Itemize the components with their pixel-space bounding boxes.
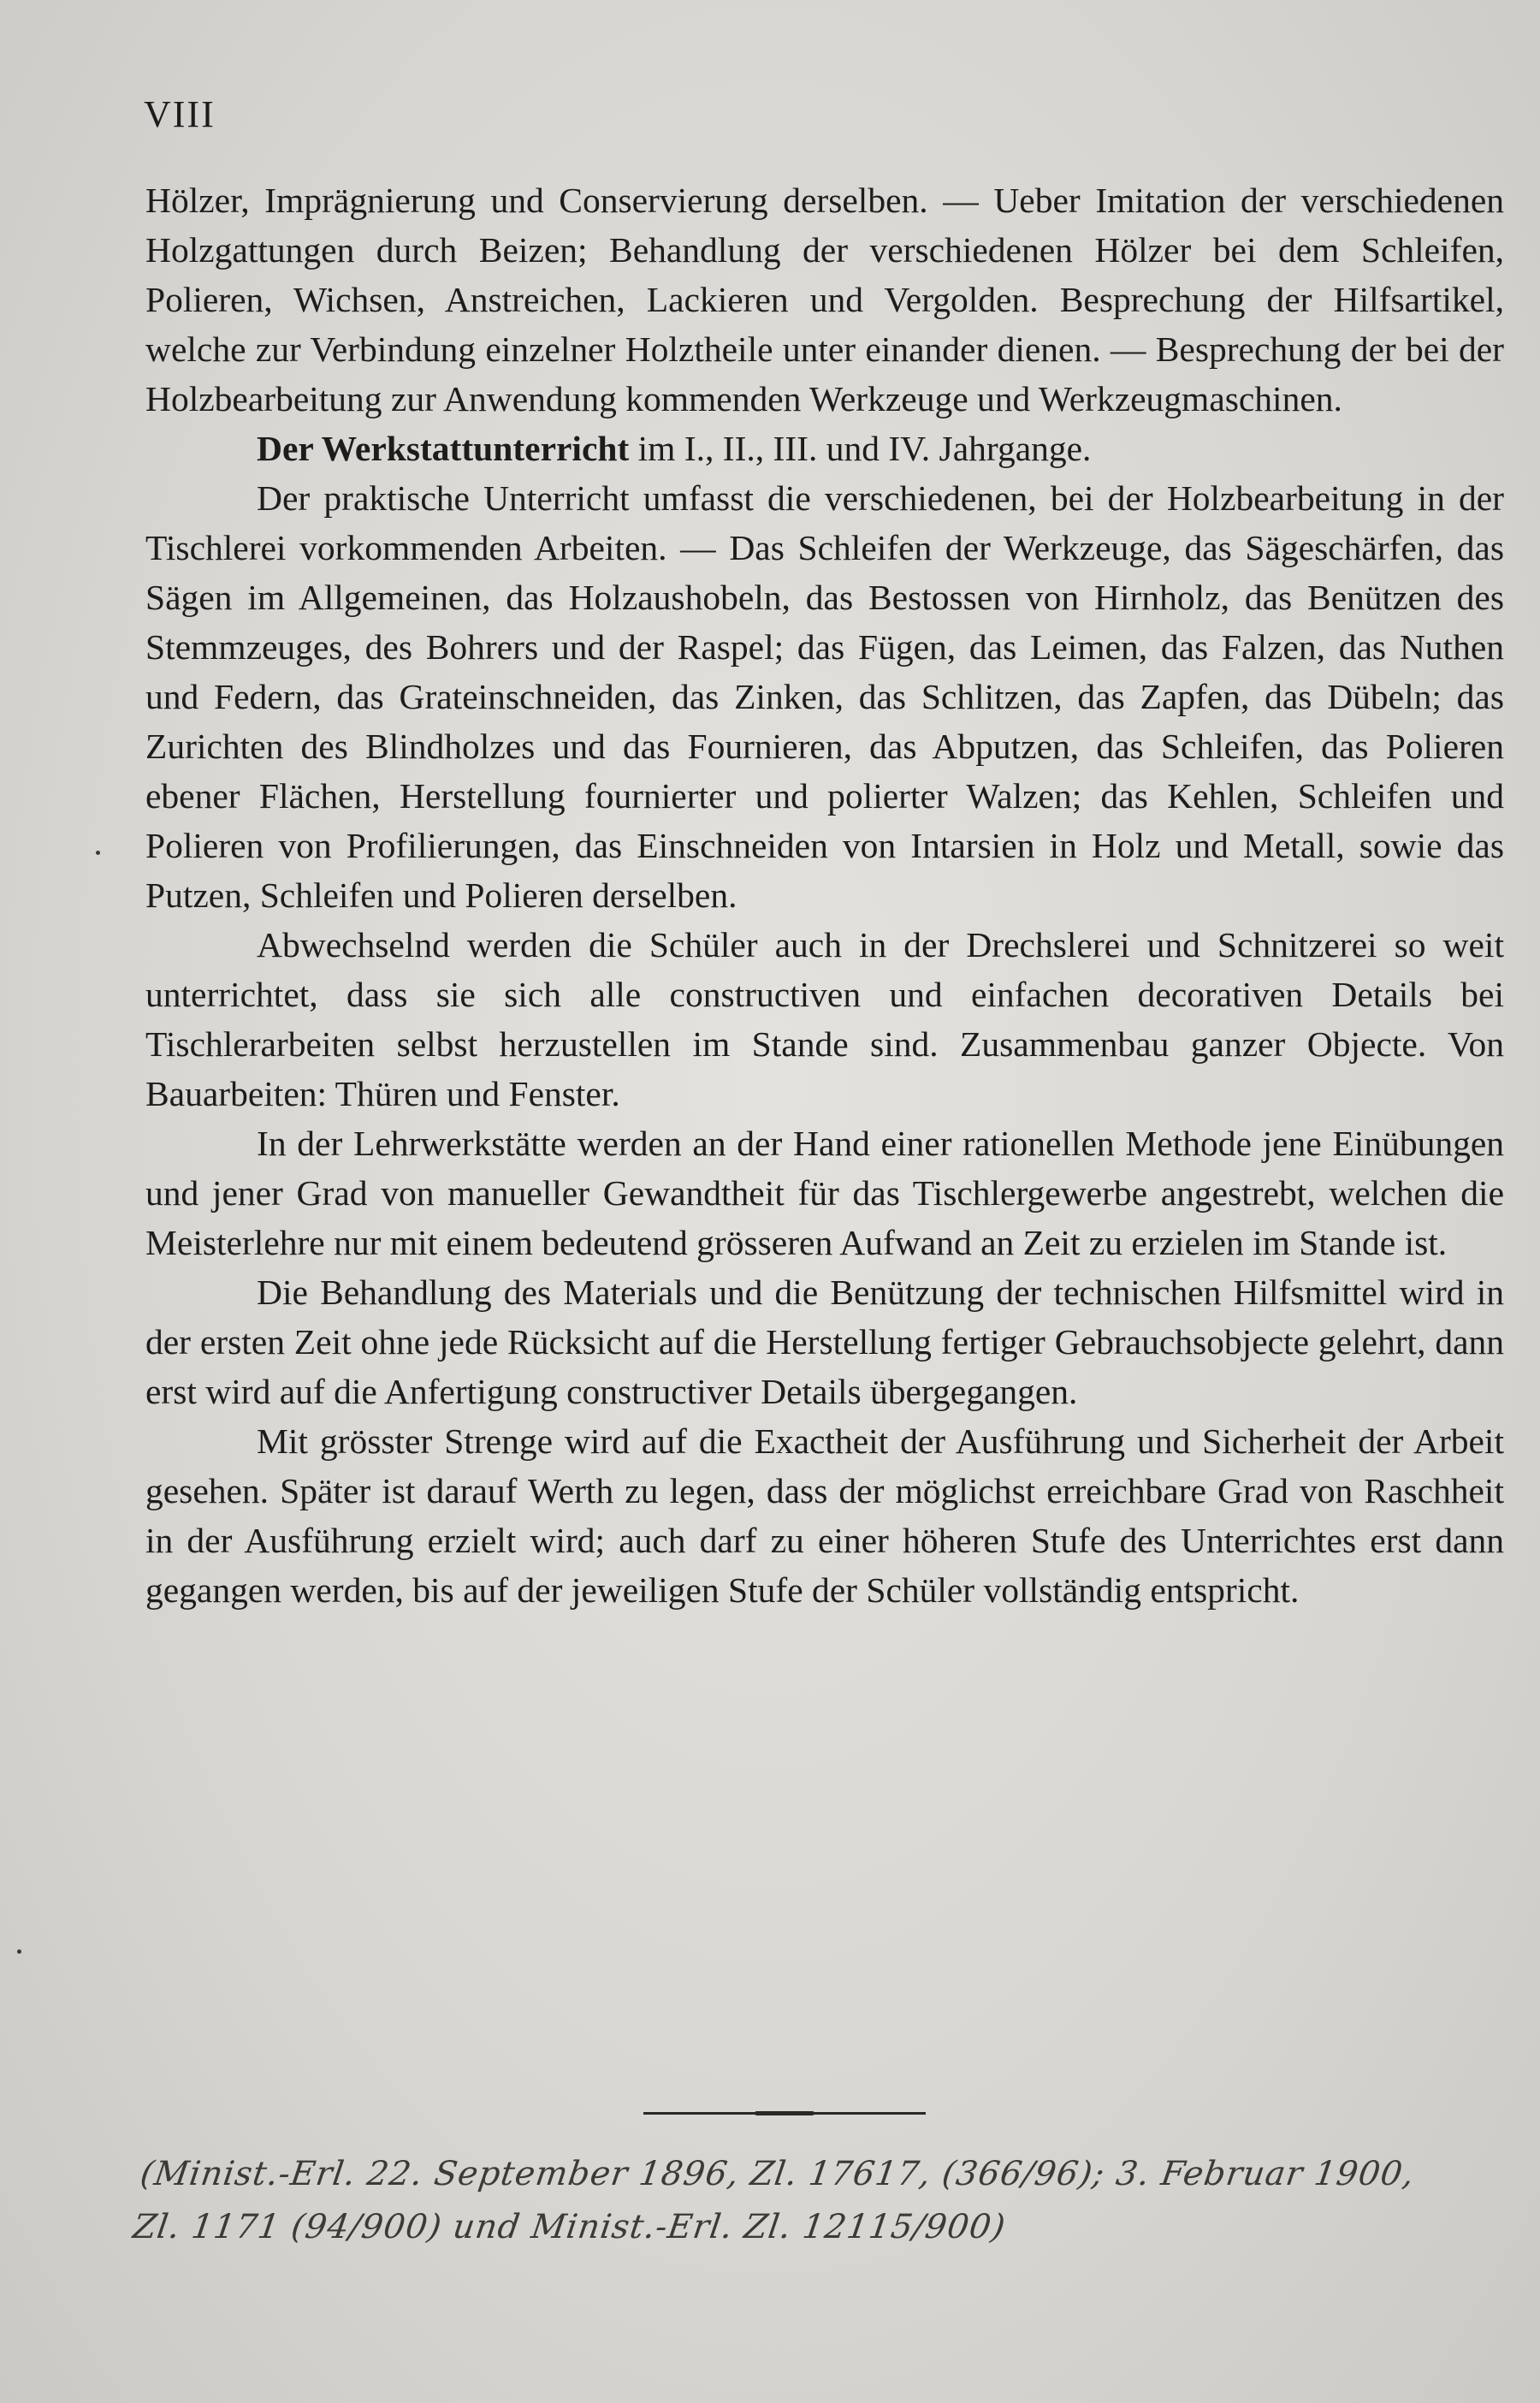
page-number: VIII bbox=[144, 93, 216, 135]
main-text bbox=[145, 175, 1504, 1615]
handwritten-line-1: (Minist.-Erl. 22. September 1896, Zl. 17617, (366/96); 3. Februar 1900, bbox=[138, 2155, 1418, 2193]
section-heading bbox=[145, 424, 1504, 473]
stray-mark bbox=[96, 851, 100, 855]
paragraph-practical-instruction: Der praktische Unterricht umfasst die verschiedenen, bei der Holzbearbeitung in der Tischlerei vorkommenden Arbeiten. — Das Schleifen der Werkzeuge, das Sägeschärfen, das Sägen im Allgemeinen, das Holzaushobeln, das Bestossen von Hirnholz, das Benützen des Stemmzeuges, des Bohrers und der Raspel; das Fügen, das Leimen, das Falzen, das Nuthen und Federn, das Grateinschneiden, das Zinken, das Schlitzen, das Zapfen, das Dübeln; das Zurichten des Blindholzes und das Fournieren, das Abputzen, das Schleifen, das Polieren ebener Flächen, Herstellung fournierter und polierter Walzen; das Kehlen, Schleifen und Polieren von Profilierungen, das Einschneiden von Intarsien in Holz und Metall, sowie das Putzen, Schleifen und Polieren derselben. bbox=[145, 478, 1504, 915]
section-heading-subtitle: im I., II., III. und IV. Jahrgange. bbox=[629, 429, 1092, 468]
paragraph-material-handling: Die Behandlung des Materials und die Benützung der technischen Hilfsmittel wird in der ersten Zeit ohne jede Rücksicht auf die Herstellung fertiger Gebrauchsobjecte gelehrt, dann erst wird auf die Anfertigung constructiver Details übergegangen. bbox=[145, 1273, 1504, 1411]
stray-mark bbox=[17, 1949, 21, 1954]
section-divider bbox=[643, 2112, 926, 2115]
paragraph-exactness: Mit grösster Strenge wird auf die Exactheit der Ausführung und Sicherheit der Arbeit gesehen. Später ist darauf Werth zu legen, dass der möglichst erreichbare Grad von Raschheit in der Ausführung erzielt wird; auch darf zu einer höheren Stufe des Unterrichtes erst dann gegangen werden, bis auf der jeweiligen Stufe der Schüler vollständig entspricht. bbox=[145, 1421, 1504, 1610]
handwritten-annotation bbox=[129, 2148, 1521, 2254]
section-heading-title: Der Werkstattunterricht bbox=[257, 429, 630, 468]
paragraph-teaching-workshop: In der Lehrwerkstätte werden an der Hand einer rationellen Methode jene Einübungen und jener Grad von manueller Gewandtheit für das Tischlergewerbe angestrebt, welchen die Meisterlehre nur mit einem bedeutend grösseren Aufwand an Zeit zu erzielen im Stande ist. bbox=[145, 1124, 1504, 1262]
paragraph-turnery-carving: Abwechselnd werden die Schüler auch in der Drechslerei und Schnitzerei so weit unterrichtet, dass sie sich alle constructiven und einfachen decorativen Details bei Tischlerarbeiten selbst herzustellen im Stande sind. Zusammenbau ganzer Objecte. Von Bauarbeiten: Thüren und Fenster. bbox=[145, 925, 1504, 1113]
intro-paragraph: Hölzer, Imprägnierung und Conservierung derselben. — Ueber Imitation der verschiedenen Holzgattungen durch Beizen; Behandlung der verschiedenen Hölzer bei dem Schleifen, Polieren, Wichsen, Anstreichen, Lackieren und Vergolden. Besprechung der Hilfsartikel, welche zur Verbindung einzelner Holztheile unter einander dienen. — Besprechung der bei der Holzbearbeitung zur Anwendung kommenden Werkzeuge und Werkzeugmaschinen. bbox=[145, 181, 1504, 418]
handwritten-line-2: Zl. 1171 (94/900) und Minist.-Erl. Zl. 12115/900) bbox=[130, 2208, 1009, 2246]
